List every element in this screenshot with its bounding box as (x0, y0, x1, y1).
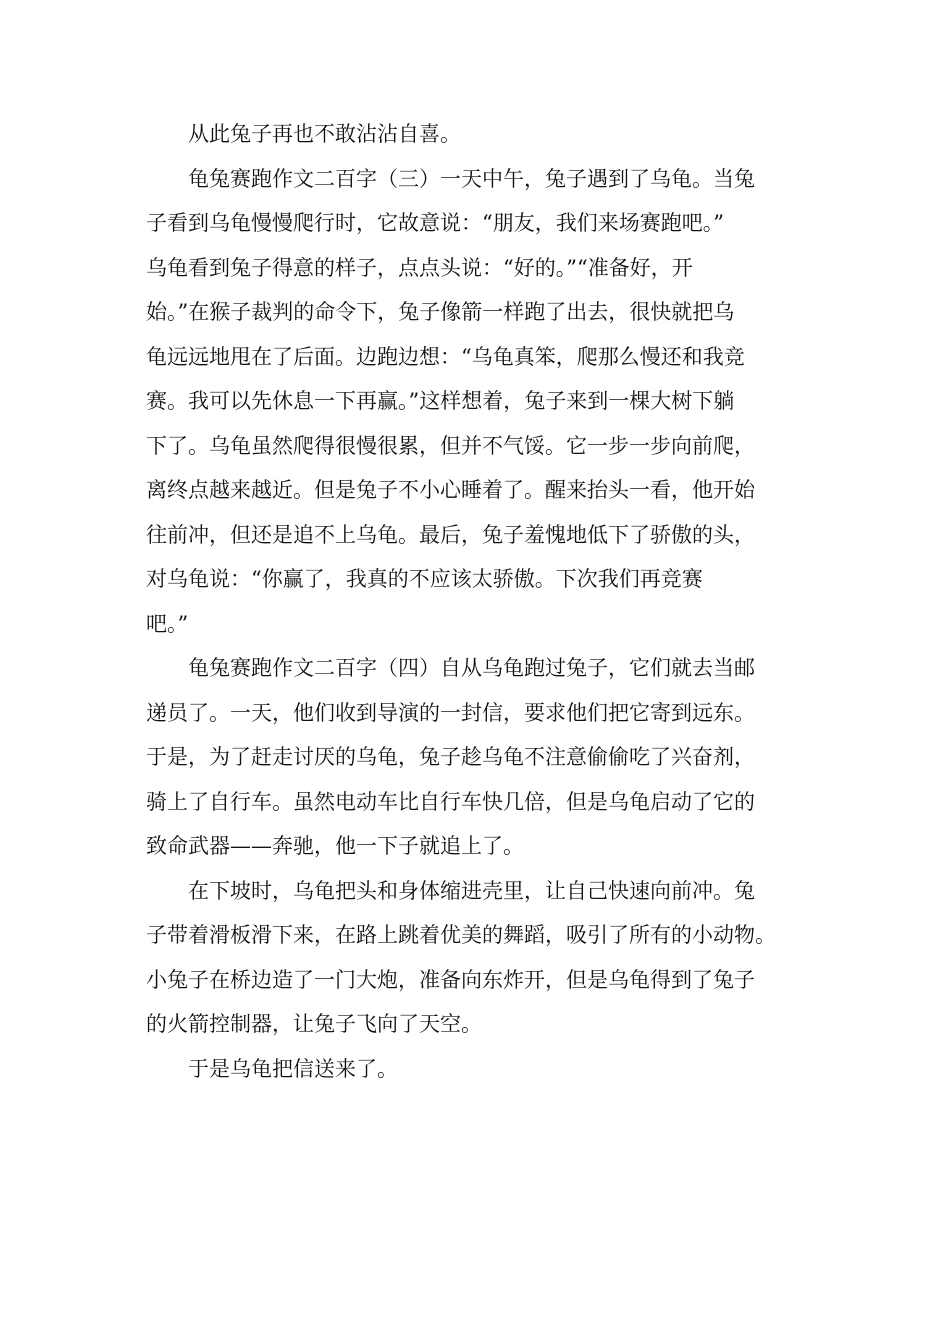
paragraph-line: 龟远远地甩在了后面。边跑边想：“乌龟真笨，爬那么慢还和我竞 (146, 344, 745, 369)
paragraph-line: 赛。我可以先休息一下再赢。”这样想着，兔子来到一棵大树下躺 (146, 389, 735, 413)
paragraph-line: 下了。乌龟虽然爬得很慢很累，但并不气馁。它一步一步向前爬， (146, 433, 755, 458)
paragraph-line: 龟兔赛跑作文二百字（三）一天中午，兔子遇到了乌龟。当兔 (188, 166, 755, 191)
paragraph-line: 始。”在猴子裁判的命令下，兔子像箭一样跑了出去，很快就把乌 (146, 300, 735, 324)
document-body (146, 112, 806, 1091)
paragraph-line: 从此兔子再也不敢沾沾自喜。 (188, 122, 461, 146)
paragraph-line: 递员了。一天，他们收到导演的一封信，要求他们把它寄到远东。 (146, 700, 755, 725)
paragraph-line: 乌龟看到兔子得意的样子，点点头说：“好的。”“准备好，开 (146, 255, 693, 280)
paragraph-line: 子看到乌龟慢慢爬行时，它故意说：“朋友，我们来场赛跑吧。” (146, 211, 724, 235)
paragraph-line: 于是，为了赶走讨厌的乌龟，兔子趁乌龟不注意偷偷吃了兴奋剂， (146, 745, 755, 769)
paragraph-line: 的火箭控制器，让兔子飞向了天空。 (146, 1012, 482, 1036)
paragraph-line: 子带着滑板滑下来，在路上跳着优美的舞蹈，吸引了所有的小动物。 (146, 923, 776, 947)
paragraph-line: 于是乌龟把信送来了。 (188, 1056, 398, 1081)
paragraph-line: 往前冲，但还是追不上乌龟。最后，兔子羞愧地低下了骄傲的头， (146, 522, 755, 547)
paragraph-line: 在下坡时，乌龟把头和身体缩进壳里，让自己快速向前冲。兔 (188, 878, 755, 903)
paragraph-line: 骑上了自行车。虽然电动车比自行车快几倍，但是乌龟启动了它的 (146, 789, 755, 814)
paragraph-line: 龟兔赛跑作文二百字（四）自从乌龟跑过兔子，它们就去当邮 (188, 656, 755, 680)
paragraph-line: 吧。” (146, 611, 189, 636)
paragraph-line: 致命武器——奔驰，他一下子就追上了。 (146, 834, 524, 858)
paragraph-line: 小兔子在桥边造了一门大炮，准备向东炸开，但是乌龟得到了兔子 (146, 967, 755, 992)
paragraph-line: 离终点越来越近。但是兔子不小心睡着了。醒来抬头一看，他开始 (146, 478, 755, 502)
paragraph-line: 对乌龟说：“你赢了，我真的不应该太骄傲。下次我们再竞赛 (146, 567, 703, 591)
